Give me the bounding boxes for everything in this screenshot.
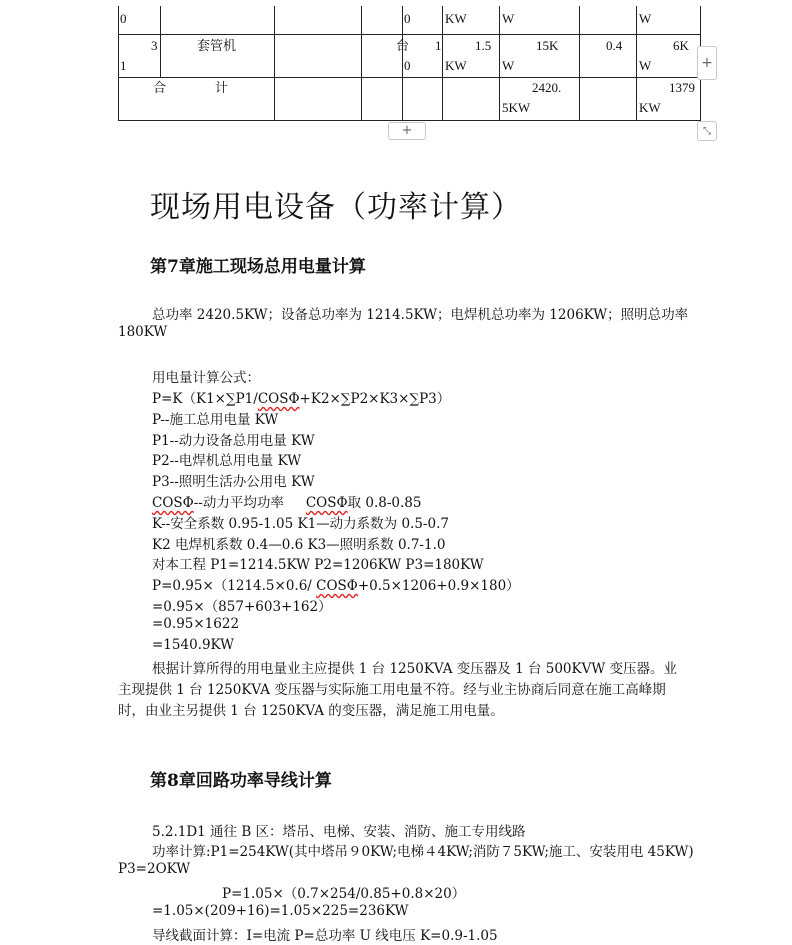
circuit-line: 5.2.1D1 通往 B 区：塔吊、电梯、安装、消防、施工专用线路	[152, 824, 526, 840]
table-cell[interactable]: 1.5 KW	[443, 34, 500, 77]
formula-title: 用电量计算公式：	[152, 370, 260, 386]
calc-line: =1540.9KW	[152, 637, 235, 653]
circuit-line: =1.05×(209+16)=1.05×225=236KW	[152, 903, 409, 919]
table-row-total	[119, 77, 701, 120]
table-row	[119, 6, 701, 34]
calc-line: =0.95×（857+603+162）	[152, 599, 332, 615]
table-cell[interactable]: 0.4	[580, 34, 637, 77]
table-cell[interactable]	[362, 77, 403, 120]
table-cell[interactable]	[403, 77, 443, 120]
definition-line: P--施工总用电量 KW	[152, 412, 279, 428]
table-cell[interactable]: 1379 KW	[637, 77, 701, 120]
table-cell[interactable]	[161, 6, 275, 34]
table-row	[119, 34, 701, 77]
table-cell-total-label[interactable]: 合 计	[119, 77, 275, 120]
table-cell[interactable]: 0	[119, 6, 161, 34]
definition-line: P1--动力设备总用电量 KW	[152, 433, 315, 449]
paragraph-line: 时，由业主另提供 1 台 1250KVA 的变压器，满足施工用电量。	[118, 703, 504, 719]
summary-line: 180KW	[118, 324, 168, 340]
definition-line: 对本工程 P1=1214.5KW P2=1206KW P3=180KW	[152, 557, 484, 573]
table-cell[interactable]	[443, 77, 500, 120]
table-cell[interactable]	[275, 6, 362, 34]
add-column-button[interactable]	[697, 46, 717, 80]
paragraph-line: 根据计算所得的用电量业主应提供 1 台 1250KVA 变压器及 1 台 500KVW 变压器。业	[152, 661, 678, 677]
page-title: 现场用电设备（功率计算）	[150, 190, 522, 225]
table-cell[interactable]	[275, 77, 362, 120]
resize-icon: ⤡	[703, 125, 711, 137]
circuit-line: 导线截面计算：I=电流 P=总功率 U 线电压 K=0.9-1.05	[152, 928, 498, 944]
plus-icon: +	[401, 123, 413, 138]
plus-icon: +	[701, 55, 713, 71]
equipment-table	[118, 6, 701, 121]
table-cell[interactable]: 台	[362, 34, 403, 77]
definition-line: K2 电焊机系数 0.4—0.6 K3—照明系数 0.7-1.0	[152, 537, 446, 553]
summary-line: 总功率 2420.5KW；设备总功率为 1214.5KW；电焊机总功率为 1206KW；照明总功率	[152, 307, 689, 323]
calc-line: P=0.95×（1214.5×0.6/ COSΦ+0.5×1206+0.9×180）	[152, 578, 520, 594]
table-cell[interactable]: 3 1	[119, 34, 161, 77]
paragraph-line: 主现提供 1 台 1250KVA 变压器与实际施工用电量不符。经与业主协商后同意在施工高峰期	[118, 682, 666, 698]
formula-line: P=K（K1×∑P1/COSΦ+K2×∑P2×K3×∑P3）	[152, 391, 451, 407]
definition-line: P3--照明生活办公用电 KW	[152, 474, 315, 490]
table-cell[interactable]: 15K W	[500, 34, 580, 77]
circuit-line: P=1.05×（0.7×254/0.85+0.8×20）	[222, 886, 466, 902]
table-cell[interactable]	[362, 6, 403, 34]
calc-line: =0.95×1622	[152, 616, 240, 632]
circuit-line: 功率计算:P1=254KW(其中塔吊９0KW;电梯４4KW;消防７5KW;施工、安装用电 45KW)	[152, 844, 694, 860]
table-cell[interactable]	[580, 77, 637, 120]
add-row-button[interactable]	[388, 122, 426, 140]
table-cell[interactable]: KW	[443, 6, 500, 34]
table-cell[interactable]: 0	[403, 6, 443, 34]
definition-line: K--安全系数 0.95-1.05 K1—动力系数为 0.5-0.7	[152, 516, 449, 532]
definition-line: P2--电焊机总用电量 KW	[152, 453, 302, 469]
table-cell[interactable]: 2420. 5KW	[500, 77, 580, 120]
table-cell[interactable]: 1 0	[403, 34, 443, 77]
table-cell[interactable]: W	[500, 6, 580, 34]
table-cell[interactable]	[275, 34, 362, 77]
chapter-7-heading: 第7章施工现场总用电量计算	[150, 257, 366, 277]
table-resize-handle[interactable]	[697, 121, 717, 141]
table-cell[interactable]: W	[637, 6, 701, 34]
chapter-8-heading: 第8章回路功率导线计算	[150, 771, 332, 791]
table-cell[interactable]: 6K W	[637, 34, 701, 77]
table-cell[interactable]: 套管机	[161, 34, 275, 77]
definition-line: COSΦ--动力平均功率 COSΦ取 0.8-0.85	[152, 495, 422, 511]
table-cell[interactable]	[580, 6, 637, 34]
circuit-line: P3=2OKW	[118, 861, 191, 877]
